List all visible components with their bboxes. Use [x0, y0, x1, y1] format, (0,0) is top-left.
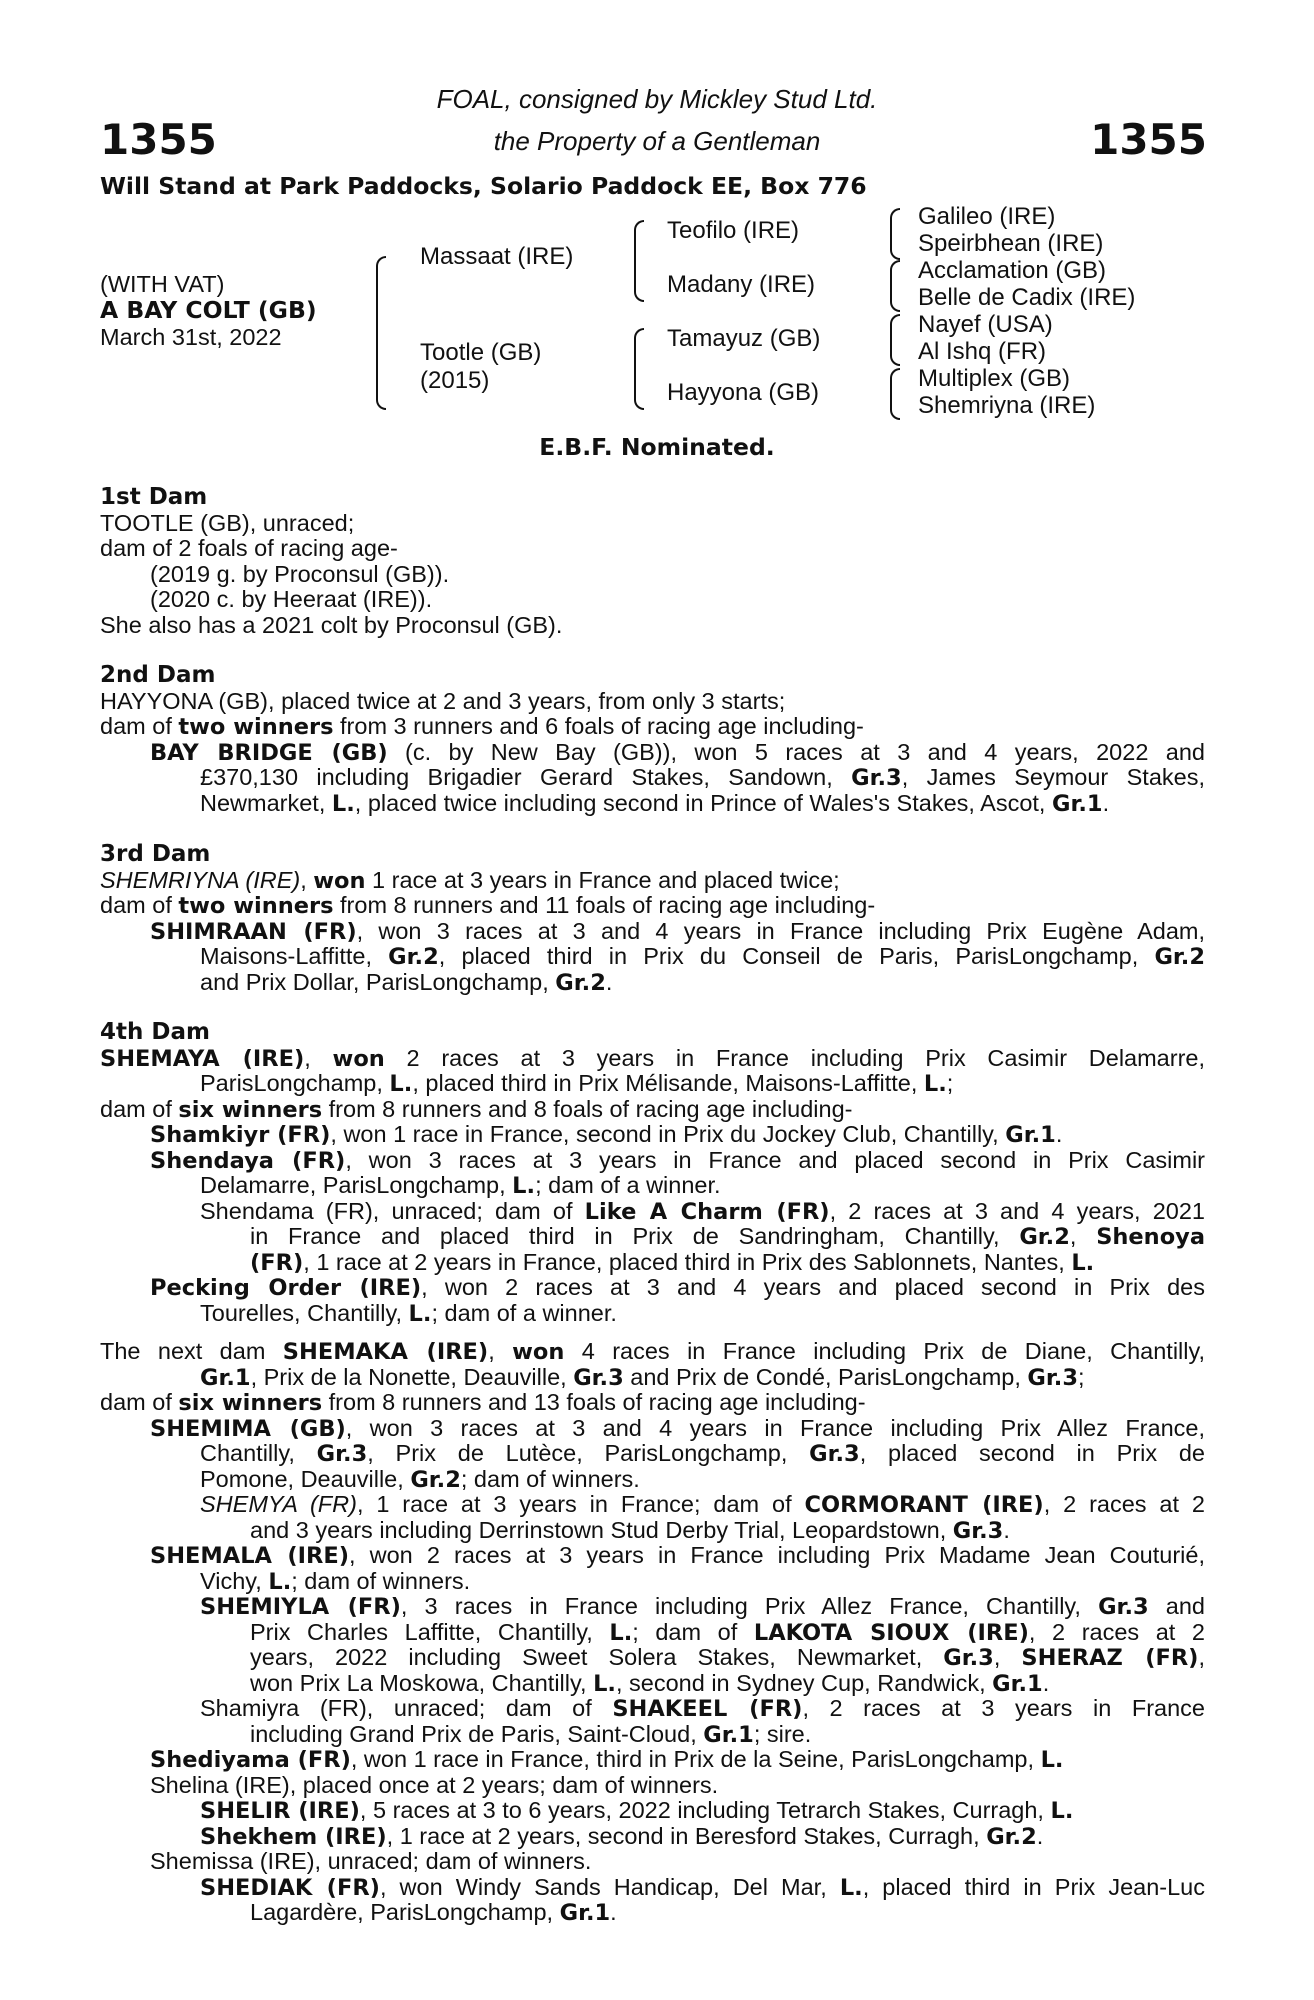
text-run: Gr.3: [952, 1517, 1004, 1544]
produce-line: [100, 944, 1205, 970]
text-run: Gr.2: [1019, 1224, 1070, 1250]
text-run: Gr.3: [943, 1645, 994, 1671]
text-run: won: [313, 867, 366, 894]
text-run: (c. by New Bay (GB)), won 5 races at 3 and 4 years, 2022 and: [387, 738, 1205, 765]
text-run: £370,130 including Brigadier Gerard Stakes, Sandown,: [200, 764, 852, 790]
third-dam-section: [100, 842, 1205, 995]
produce-line: [100, 1250, 1205, 1276]
text-run: Gr.3: [851, 765, 902, 791]
text-run: L.: [609, 1619, 633, 1646]
pedigree-g4: Belle de Cadix (IRE): [918, 284, 1136, 311]
next-dam-line: [100, 1390, 1205, 1416]
text-run: CORMORANT (IRE): [804, 1492, 1044, 1518]
produce-line: [100, 1824, 1205, 1850]
text-run: dam of: [100, 713, 179, 739]
pedigree-dam: Tootle (GB): [420, 339, 542, 366]
text-run: , Prix de Lutèce, ParisLongchamp,: [367, 1440, 810, 1466]
pedigree-g3: Acclamation (GB): [918, 257, 1107, 284]
text-run: Shediyama (FR): [150, 1747, 351, 1773]
produce-line: [100, 791, 1205, 817]
text-run: SHEMIMA (GB): [150, 1415, 346, 1442]
text-run: L.: [593, 1670, 616, 1697]
pedigree-brace-main: [376, 256, 386, 410]
text-run: ,: [1198, 1644, 1205, 1670]
text-run: , placed third in Prix Jean-Luc: [862, 1873, 1205, 1900]
text-run: Lagardère, ParisLongchamp,: [250, 1899, 560, 1925]
text-run: L.: [1050, 1798, 1074, 1824]
text-run: Tourelles, Chantilly,: [200, 1299, 409, 1326]
text-run: SHEMRIYNA (IRE): [100, 866, 301, 893]
stand-location: Will Stand at Park Paddocks, Solario Paddock EE, Box 776: [100, 172, 867, 200]
pedigree-brace-g3: [890, 314, 900, 366]
text-run: , 2 races at 3 and 4 years, 2021: [829, 1197, 1205, 1224]
pedigree-g8: Shemriyna (IRE): [918, 392, 1096, 419]
text-run: Prix Charles Laffitte, Chantilly,: [250, 1618, 610, 1645]
text-run: .: [1102, 789, 1110, 816]
text-run: ;: [946, 1070, 954, 1096]
text-run: and Prix de Condé, ParisLongchamp,: [623, 1363, 1028, 1390]
produce-line: [100, 1798, 1205, 1824]
pedigree-dam-year: (2015): [420, 367, 490, 394]
text-run: , 2 races at 3 years in France: [802, 1695, 1205, 1721]
produce-line: [100, 1696, 1205, 1722]
text-run: six winners: [178, 1390, 323, 1416]
produce-line: [100, 1671, 1205, 1697]
text-run: , 3 races in France including Prix Allez France, Chantilly,: [400, 1593, 1099, 1619]
text-run: Delamarre, ParisLongchamp,: [200, 1172, 513, 1198]
text-run: , second in Sydney Cup, Randwick,: [615, 1669, 993, 1696]
consignor-line: FOAL, consigned by Mickley Stud Ltd.: [436, 84, 878, 114]
text-run: , 5 races at 3 to 6 years, 2022 including Tetrarch Stakes, Curragh,: [359, 1797, 1051, 1823]
first-dam-section: [100, 485, 1205, 638]
next-dam-line: [100, 1339, 1205, 1365]
text-run: L.: [408, 1300, 432, 1327]
text-run: SHEMYA (FR): [200, 1491, 357, 1517]
produce-line: [100, 1416, 1205, 1442]
text-run: won: [512, 1339, 565, 1365]
text-run: , won Windy Sands Handicap, Del Mar,: [379, 1873, 840, 1900]
produce-line: [100, 1875, 1205, 1901]
text-run: 1 race at 3 years in France and placed twice;: [365, 866, 840, 893]
text-run: from 8 runners and 11 foals of racing age including-: [333, 892, 876, 918]
third-dam-line: [100, 868, 1205, 894]
text-run: .: [1036, 1822, 1044, 1849]
text-run: Gr.1: [1052, 790, 1103, 817]
text-run: dam of: [100, 1095, 179, 1122]
text-run: two winners: [178, 714, 334, 740]
horse-description: A BAY COLT (GB): [100, 296, 317, 324]
text-run: ParisLongchamp,: [200, 1070, 390, 1096]
next-dam-line: [100, 1365, 1205, 1391]
text-run: .: [1042, 1669, 1050, 1696]
produce-line: [100, 1620, 1205, 1646]
produce-line: [100, 919, 1205, 945]
second-dam-line: HAYYONA (GB), placed twice at 2 and 3 years, from only 3 starts;: [100, 687, 786, 714]
vat-note: (WITH VAT): [100, 271, 225, 297]
produce-line: [100, 1122, 1205, 1148]
pedigree-brace-g4: [890, 368, 900, 420]
pedigree-g2: Speirbhean (IRE): [918, 230, 1104, 257]
text-run: , 2 races at 2: [1043, 1491, 1205, 1517]
text-run: (FR): [250, 1249, 304, 1276]
text-run: , placed second in Prix de: [859, 1440, 1205, 1466]
text-run: , placed twice including second in Prince of Wales's Stakes, Ascot,: [354, 789, 1052, 816]
text-run: , James Seymour Stakes,: [901, 764, 1205, 790]
lot-number-left: 1355: [100, 115, 217, 164]
text-run: and 3 years including Derrinstown Stud Derby Trial, Leopardstown,: [250, 1516, 953, 1543]
text-run: .: [610, 1899, 617, 1925]
text-run: Shamkiyr (FR): [150, 1122, 331, 1148]
text-run: ,: [1069, 1223, 1097, 1249]
text-run: 4 races in France including Prix de Diane, Chantilly,: [564, 1338, 1206, 1364]
text-run: Gr.3: [809, 1441, 860, 1467]
text-run: , won 2 races at 3 and 4 years and placed second in Prix des: [421, 1274, 1205, 1300]
text-run: ,: [304, 1044, 333, 1071]
fourth-dam-line: [100, 1097, 1205, 1123]
produce-line: [100, 1148, 1205, 1174]
text-run: Maisons-Laffitte,: [200, 943, 389, 969]
produce-line: [100, 970, 1205, 996]
pedigree-brace-dam: [634, 328, 644, 410]
text-run: ; dam of winners.: [291, 1567, 471, 1594]
text-run: SHAKEEL (FR): [612, 1696, 803, 1722]
property-line: the Property of a Gentleman: [493, 126, 821, 156]
produce-line: [100, 1900, 1205, 1926]
ebf-nominated: E.B.F. Nominated.: [539, 433, 775, 461]
text-run: Vichy,: [200, 1567, 269, 1594]
text-run: and Prix Dollar, ParisLongchamp,: [200, 968, 556, 995]
text-run: ,: [993, 1644, 1022, 1670]
text-run: Gr.3: [316, 1441, 368, 1467]
produce-line: [100, 1645, 1205, 1671]
text-run: The next dam: [100, 1338, 283, 1364]
pedigree-g5: Nayef (USA): [918, 311, 1053, 338]
produce-line: [100, 1199, 1205, 1225]
fourth-dam-line: [100, 1046, 1205, 1072]
pedigree-dam-sire: Tamayuz (GB): [667, 325, 821, 352]
text-run: Chantilly,: [200, 1440, 317, 1466]
text-run: .: [1003, 1516, 1010, 1543]
fourth-dam-heading: 4th Dam: [100, 1019, 210, 1045]
text-run: dam of: [100, 1389, 179, 1415]
text-run: Pecking Order (IRE): [150, 1275, 422, 1301]
text-run: , 1 race at 3 years in France; dam of: [356, 1491, 805, 1517]
pedigree-brace-g1: [890, 208, 900, 260]
text-run: Gr.2: [1154, 944, 1205, 970]
text-run: , 1 race at 2 years in France, placed third in Prix des Sablonnets, Nantes,: [303, 1248, 1072, 1275]
text-run: SHERAZ (FR): [1021, 1645, 1199, 1671]
produce-line: [100, 1594, 1205, 1620]
produce-line: [100, 1467, 1205, 1493]
pedigree-brace-g2: [890, 260, 900, 312]
text-run: SHEMALA (IRE): [150, 1543, 349, 1569]
text-run: SHEMAKA (IRE): [282, 1339, 489, 1365]
produce-line: [100, 740, 1205, 766]
first-dam-line: dam of 2 foals of racing age-: [100, 535, 398, 561]
text-run: L.: [331, 790, 355, 817]
third-dam-line: [100, 893, 1205, 919]
second-dam-heading: 2nd Dam: [100, 662, 216, 688]
text-run: ; dam of a winner.: [431, 1299, 617, 1326]
text-run: ; dam of a winner.: [535, 1172, 721, 1198]
text-run: , won 3 races at 3 and 4 years in France including Prix Eugène Adam,: [356, 917, 1206, 944]
text-run: L.: [512, 1173, 536, 1199]
next-dam-section: [100, 1339, 1205, 1926]
text-run: LAKOTA SIOUX (IRE): [753, 1619, 1029, 1646]
produce-line: [100, 1569, 1205, 1595]
text-run: L.: [389, 1071, 413, 1097]
text-run: Gr.1: [992, 1670, 1043, 1697]
first-dam-heading: 1st Dam: [100, 484, 208, 510]
text-run: L.: [1040, 1747, 1064, 1773]
text-run: Pomone, Deauville,: [200, 1465, 411, 1492]
pedigree-sire-sire: Teofilo (IRE): [667, 217, 800, 244]
second-dam-line: [100, 714, 1205, 740]
text-run: , placed third in Prix Mélisande, Maisons-Laffitte,: [412, 1070, 924, 1096]
text-run: won Prix La Moskowa, Chantilly,: [250, 1669, 594, 1696]
text-run: Shekhem (IRE): [200, 1823, 387, 1850]
first-dam-foal: (2020 c. by Heeraat (IRE)).: [150, 586, 433, 612]
text-run: SHEMAYA (IRE): [100, 1045, 305, 1072]
text-run: Gr.3: [573, 1364, 624, 1391]
text-run: ; dam of: [632, 1618, 754, 1645]
text-run: 2 races at 3 years in France including Prix Casimir Delamarre,: [384, 1044, 1206, 1071]
pedigree-g6: Al Ishq (FR): [918, 338, 1047, 365]
produce-line: Shemissa (IRE), unraced; dam of winners.: [150, 1848, 592, 1874]
text-run: Gr.3: [1027, 1364, 1078, 1391]
produce-line: [100, 1301, 1205, 1327]
text-run: L.: [839, 1874, 863, 1901]
text-run: Gr.1: [200, 1364, 251, 1391]
text-run: ,: [488, 1338, 513, 1364]
produce-line: [100, 1173, 1205, 1199]
text-run: , won 3 races at 3 years in France and placed second in Prix Casimir: [345, 1146, 1205, 1173]
pedigree-sire-dam: Madany (IRE): [667, 271, 816, 298]
text-run: six winners: [178, 1096, 323, 1123]
text-run: ,: [300, 866, 314, 893]
text-run: two winners: [178, 893, 334, 919]
first-dam-foal: (2019 g. by Proconsul (GB)).: [150, 560, 450, 587]
produce-line: Shelina (IRE), placed once at 2 years; dam of winners.: [150, 1771, 719, 1798]
pedigree-brace-sire: [634, 220, 644, 302]
text-run: Gr.3: [1098, 1594, 1149, 1620]
produce-line: [100, 1224, 1205, 1250]
text-run: SHIMRAAN (FR): [150, 918, 357, 945]
text-run: .: [1055, 1121, 1063, 1147]
text-run: from 3 runners and 6 foals of racing age including-: [333, 713, 864, 739]
produce-line: [100, 1518, 1205, 1544]
text-run: ; dam of winners.: [460, 1465, 640, 1492]
pedigree-g1: Galileo (IRE): [918, 203, 1056, 230]
text-run: years, 2022 including Sweet Solera Stakes, Newmarket,: [250, 1644, 944, 1670]
text-run: Gr.1: [703, 1721, 754, 1748]
text-run: , Prix de la Nonette, Deauville,: [250, 1363, 574, 1390]
text-run: , won 1 race in France, second in Prix du Jockey Club, Chantilly,: [330, 1121, 1006, 1147]
fourth-dam-line: [100, 1071, 1205, 1097]
text-run: , won 3 races at 3 and 4 years in France including Prix Allez France,: [345, 1414, 1205, 1441]
produce-line: [100, 765, 1205, 791]
second-dam-section: [100, 663, 1205, 816]
text-run: SHEMIYLA (FR): [200, 1594, 401, 1620]
first-dam-line: She also has a 2021 colt by Proconsul (GB).: [100, 611, 563, 638]
fourth-dam-section: [100, 1020, 1205, 1326]
text-run: in France and placed third in Prix de Sandringham, Chantilly,: [250, 1223, 1020, 1249]
lot-number-right: 1355: [1090, 115, 1207, 164]
text-run: L.: [268, 1568, 292, 1595]
pedigree-sire: Massaat (IRE): [420, 243, 574, 270]
pedigree-dam-dam: Hayyona (GB): [667, 379, 820, 406]
text-run: SHEDIAK (FR): [200, 1874, 380, 1901]
text-run: from 8 runners and 13 foals of racing age including-: [322, 1389, 866, 1415]
produce-line: [100, 1722, 1205, 1748]
text-run: L.: [1071, 1249, 1095, 1276]
pedigree-g7: Multiplex (GB): [918, 365, 1071, 392]
text-run: L.: [923, 1071, 947, 1097]
text-run: , 2 races at 2: [1028, 1618, 1205, 1645]
text-run: Like A Charm (FR): [584, 1198, 830, 1225]
text-run: and: [1148, 1593, 1205, 1619]
text-run: Newmarket,: [200, 789, 332, 816]
text-run: Shenoya: [1096, 1224, 1205, 1250]
text-run: Shamiyra (FR), unraced; dam of: [200, 1695, 613, 1721]
text-run: Gr.2: [555, 969, 606, 996]
text-run: including Grand Prix de Paris, Saint-Cloud,: [250, 1720, 704, 1747]
foaling-date: March 31st, 2022: [100, 324, 282, 350]
text-run: won: [332, 1045, 385, 1072]
produce-line: [100, 1492, 1205, 1518]
text-run: , placed third in Prix du Conseil de Paris, ParisLongchamp,: [438, 943, 1155, 969]
text-run: Gr.1: [1005, 1122, 1056, 1148]
text-run: Gr.2: [388, 944, 439, 970]
text-run: Shendama (FR), unraced; dam of: [200, 1197, 585, 1224]
produce-line: [100, 1441, 1205, 1467]
text-run: Gr.2: [410, 1466, 461, 1493]
text-run: Gr.2: [986, 1823, 1037, 1850]
text-run: , 1 race at 2 years, second in Beresford Stakes, Curragh,: [386, 1822, 987, 1849]
first-dam-line: TOOTLE (GB), unraced;: [100, 509, 355, 536]
third-dam-heading: 3rd Dam: [100, 841, 211, 867]
produce-line: [100, 1747, 1205, 1773]
text-run: , won 1 race in France, third in Prix de la Seine, ParisLongchamp,: [350, 1746, 1041, 1772]
text-run: .: [605, 968, 613, 995]
produce-line: [100, 1275, 1205, 1301]
text-run: from 8 runners and 8 foals of racing age including-: [322, 1095, 853, 1122]
produce-line: [100, 1543, 1205, 1569]
text-run: , won 2 races at 3 years in France including Prix Madame Jean Couturié,: [349, 1542, 1205, 1568]
text-run: SHELIR (IRE): [200, 1798, 360, 1824]
text-run: Gr.1: [559, 1900, 611, 1926]
text-run: ;: [1077, 1363, 1085, 1390]
text-run: BAY BRIDGE (GB): [150, 739, 388, 766]
text-run: ; sire.: [753, 1720, 812, 1747]
text-run: Shendaya (FR): [150, 1147, 346, 1174]
text-run: dam of: [100, 892, 179, 918]
